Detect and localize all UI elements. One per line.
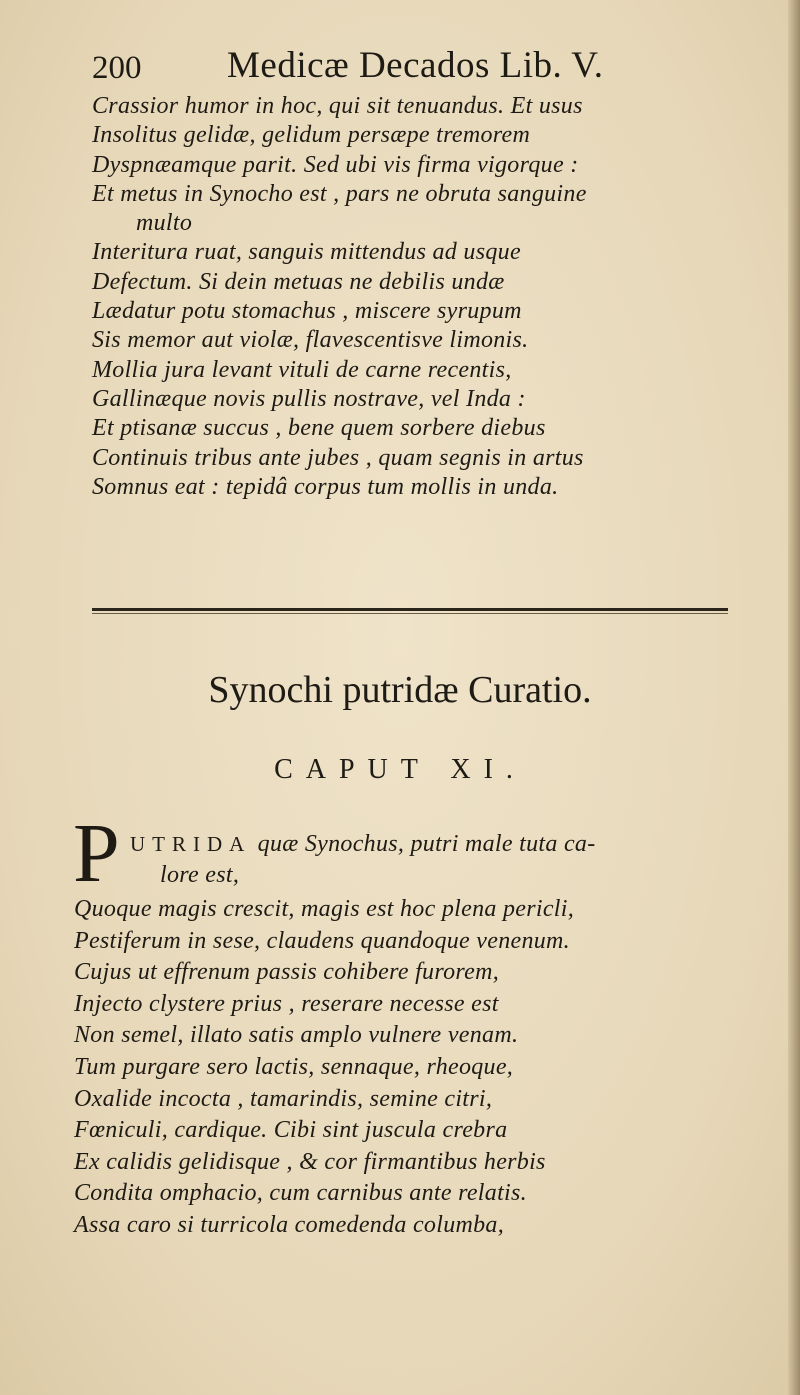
- verse-block-bottom: [74, 894, 774, 1242]
- verse-line: Defectum. Si dein metuas ne debilis undæ: [92, 268, 505, 295]
- verse-line: Fœniculi, cardique. Cibi sint juscula crebra: [74, 1117, 508, 1144]
- verse-block-top: [92, 92, 772, 502]
- running-header: [92, 44, 692, 94]
- verse-line: Insolitus gelidæ, gelidum persæpe tremorem: [92, 122, 531, 149]
- verse-line: Cujus ut effrenum passis cohibere furorem,: [74, 959, 500, 986]
- verse-line: Continuis tribus ante jubes , quam segnis in artus: [92, 444, 584, 471]
- verse-line: multo: [136, 210, 193, 237]
- verse-line: Condita omphacio, cum carnibus ante relatis.: [74, 1180, 527, 1207]
- page-number: 200: [92, 50, 142, 86]
- verse-line: Lædatur potu stomachus , miscere syrupum: [92, 298, 522, 325]
- verse-line: Oxalide incocta , tamarindis, semine citri,: [74, 1085, 493, 1112]
- section-rule-thin: [92, 613, 728, 614]
- verse-line: Dyspnæamque parit. Sed ubi vis firma vigorque :: [92, 151, 579, 178]
- verse-line: Pestiferum in sese, claudens quandoque venenum.: [74, 927, 570, 954]
- verse-line: Ex calidis gelidisque , & cor firmantibus herbis: [74, 1148, 546, 1175]
- chapter-first-line: [130, 830, 596, 859]
- verse-line: Somnus eat : tepidâ corpus tum mollis in unda.: [92, 473, 559, 500]
- verse-line: Et ptisanæ succus , bene quem sorbere diebus: [92, 415, 546, 442]
- verse-line: Sis memor aut violæ, flavescentisve limonis.: [92, 327, 529, 354]
- verse-line: Et metus in Synocho est , pars ne obruta sanguine: [92, 180, 587, 207]
- verse-line: Quoque magis crescit, magis est hoc plena pericli,: [74, 896, 575, 922]
- first-word-smallcaps: UTRIDA: [130, 832, 252, 856]
- chapter-second-line: lore est,: [160, 862, 240, 888]
- chapter-title: Synochi putridæ Curatio.: [208, 669, 592, 711]
- drop-cap: P: [73, 807, 120, 900]
- verse-line: Assa caro si turricola comedenda columba,: [74, 1211, 505, 1238]
- verse-line: Injecto clystere prius , reserare necesse est: [74, 990, 499, 1017]
- verse-line: Mollia jura levant vituli de carne recentis,: [92, 356, 512, 383]
- section-rule: [92, 608, 728, 611]
- verse-line: Crassior humor in hoc, qui sit tenuandus. Et usus: [92, 93, 583, 119]
- verse-line: Gallinæque novis pullis nostrave, vel Inda :: [92, 385, 526, 412]
- chapter-number: CAPUT XI.: [274, 754, 526, 785]
- verse-line: Non semel, illato satis amplo vulnere venam.: [74, 1022, 519, 1049]
- first-line-text: quæ Synochus, putri male tuta ca-: [257, 831, 596, 857]
- verse-line: Interitura ruat, sanguis mittendus ad usque: [92, 239, 521, 266]
- running-title: Medicæ Decados Lib. V.: [227, 45, 604, 86]
- verse-line: Tum purgare sero lactis, sennaque, rheoque,: [74, 1053, 514, 1080]
